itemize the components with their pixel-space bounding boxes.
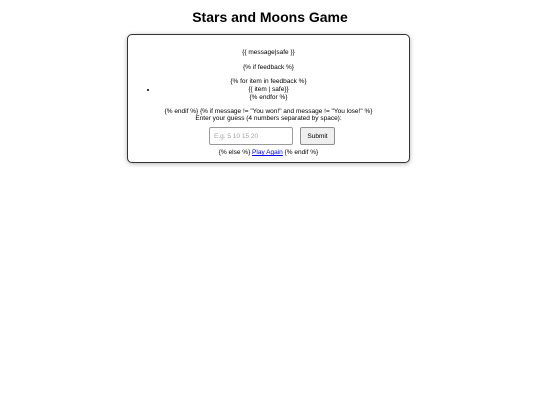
message-template-text: {{ message|safe }} bbox=[242, 49, 295, 56]
for-item-text: {% for item in feedback %} bbox=[230, 78, 307, 85]
play-again-row bbox=[128, 149, 409, 157]
play-again-link[interactable]: Play Again bbox=[252, 149, 283, 156]
endif-if-message-text: {% endif %} {% if message != "You won!" and message != "You lose!" %} bbox=[164, 108, 373, 115]
else-text: {% else %} bbox=[218, 149, 251, 156]
game-card bbox=[127, 34, 410, 163]
endif-text: {% endif %} bbox=[284, 149, 319, 156]
guess-prompt-label: Enter your guess (4 numbers separated by space): bbox=[195, 115, 342, 122]
submit-button[interactable]: Submit bbox=[300, 127, 335, 145]
if-feedback-text: {% if feedback %} bbox=[243, 64, 294, 71]
endfor-text: {% endfor %} bbox=[249, 94, 288, 101]
item-safe-text: {{ item | safe}} bbox=[248, 86, 289, 93]
page-title: Stars and Moons Game bbox=[192, 9, 348, 25]
guess-input[interactable] bbox=[209, 127, 293, 145]
